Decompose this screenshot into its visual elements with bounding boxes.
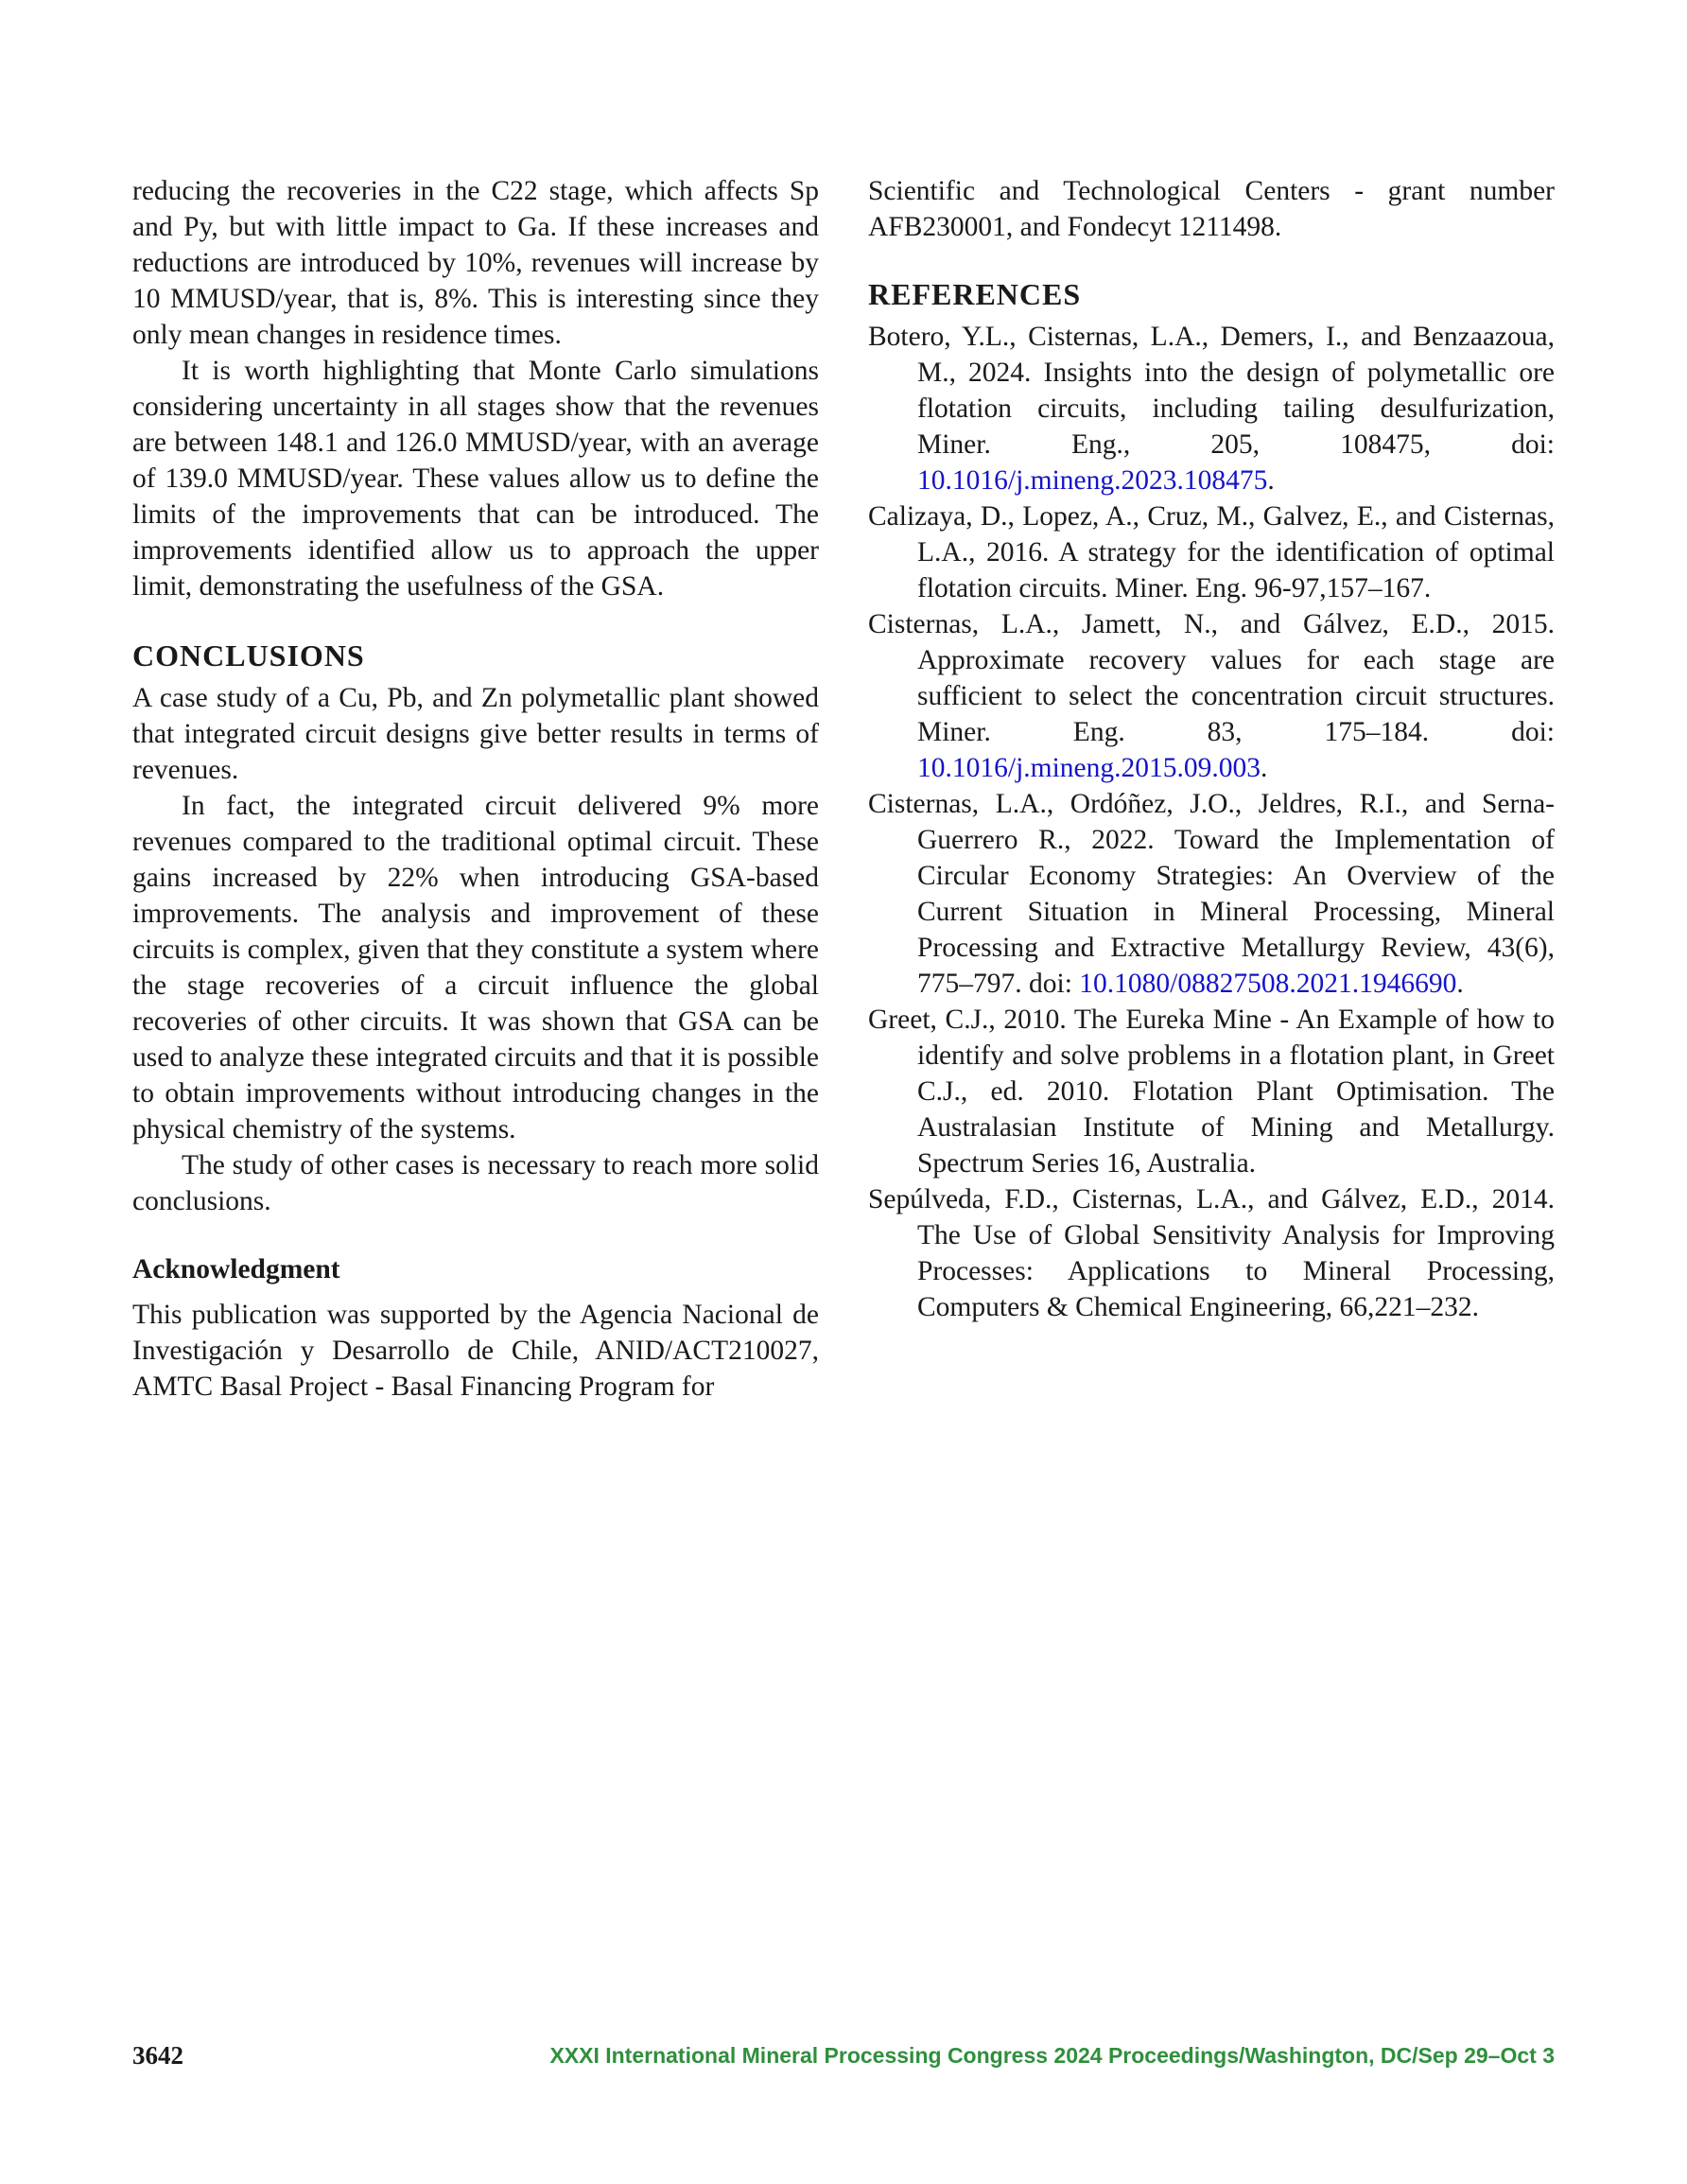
doi-link[interactable]: 10.1016/j.mineng.2015.09.003 xyxy=(917,753,1261,783)
doi-link[interactable]: 10.1080/08827508.2021.1946690 xyxy=(1079,969,1457,999)
conclusions-paragraph: The study of other cases is necessary to reach more solid conclusions. xyxy=(132,1150,819,1216)
acknowledgment-heading: Acknowledgment xyxy=(132,1254,340,1284)
reference-item xyxy=(868,786,1555,1002)
right-column xyxy=(868,173,1555,1325)
reference-item xyxy=(868,1002,1555,1181)
reference-item xyxy=(868,606,1555,786)
body-paragraph: It is worth highlighting that Monte Carlo simulations considering uncertainty in all stages show that the revenues are between 148.1 and 126.0 MMUSD/year, with an average of 139.0 MMUSD/year. These values allow us to define the limits of the improvements that can be introduced. The improvements identified allow us to approach the upper limit, demonstrating the usefulness of the GSA. xyxy=(132,356,819,602)
references-heading: REFERENCES xyxy=(868,277,1082,311)
reference-tail: . xyxy=(1267,465,1275,496)
running-title: XXXI International Mineral Processing Congress 2024 Proceedings/Washington, DC/Sep 29–Oct 3 xyxy=(549,2043,1555,2068)
reference-item xyxy=(868,498,1555,606)
conclusions-paragraph: In fact, the integrated circuit delivered 9% more revenues compared to the traditional optimal circuit. These gains increased by 22% when introducing GSA-based improvements. The analysis and improvement of these circuits is complex, given that they constitute a system where the stage recoveries of a circuit influence the global recoveries of other circuits. It was shown that GSA can be used to analyze these integrated circuits and that it is possible to obtain improvements without introducing changes in the physical chemistry of the systems. xyxy=(132,791,819,1144)
acknowledgment-continued: Scientific and Technological Centers - grant number AFB230001, and Fondecyt 1211498. xyxy=(868,176,1555,242)
reference-tail: . xyxy=(1261,753,1268,783)
doi-link[interactable]: 10.1016/j.mineng.2023.108475 xyxy=(917,465,1268,496)
body-paragraph: reducing the recoveries in the C22 stage, which affects Sp and Py, but with little impact to Ga. If these increases and reductions are introduced by 10%, revenues will increase by 10 MMUSD/year, that is, 8%. This is interesting since they only mean changes in residence times. xyxy=(132,176,819,350)
conclusions-heading: CONCLUSIONS xyxy=(132,638,365,673)
reference-item xyxy=(868,319,1555,498)
page-number: 3642 xyxy=(132,2041,183,2070)
reference-text: Greet, C.J., 2010. The Eureka Mine - An Example of how to identify and solve problems in a flotation plant, in Greet C.J., ed. 2010. Flotation Plant Optimisation. The Australasian Institute of Mining and Metallurgy. Spectrum Series 16, Australia. xyxy=(868,1005,1555,1179)
reference-item xyxy=(868,1181,1555,1325)
reference-text: Sepúlveda, F.D., Cisternas, L.A., and Gálvez, E.D., 2014. The Use of Global Sensitivity Analysis for Improving Processes: Applications to Mineral Processing, Computers & Chemical Engineering, 66,221–232. xyxy=(868,1184,1555,1322)
reference-text: Cisternas, L.A., Ordóñez, J.O., Jeldres, R.I., and Serna-Guerrero R., 2022. Toward the Implementation of Circular Economy Strategies: An Overview of the Current Situation in Mineral Processing, Mineral Processing and Extractive Metallurgy Review, 43(6), 775–797. doi: xyxy=(868,789,1555,999)
left-column xyxy=(132,173,819,1405)
reference-text: Calizaya, D., Lopez, A., Cruz, M., Galvez, E., and Cisternas, L.A., 2016. A strategy for the identification of optimal flotation circuits. Miner. Eng. 96-97,157–167. xyxy=(868,501,1555,603)
reference-tail: . xyxy=(1456,969,1464,999)
reference-text: Botero, Y.L., Cisternas, L.A., Demers, I., and Benzaazoua, M., 2024. Insights into the design of polymetallic ore flotation circuits, including tailing desulfurization, Miner. Eng., 205, 108475, doi: xyxy=(868,322,1555,460)
conclusions-paragraph: A case study of a Cu, Pb, and Zn polymetallic plant showed that integrated circuit designs give better results in terms of revenues. xyxy=(132,683,819,785)
page-footer xyxy=(132,2041,1555,2070)
acknowledgment-text: This publication was supported by the Agencia Nacional de Investigación y Desarrollo de Chile, ANID/ACT210027, AMTC Basal Project - Basal Financing Program for xyxy=(132,1300,819,1402)
reference-text: Cisternas, L.A., Jamett, N., and Gálvez, E.D., 2015. Approximate recovery values for each stage are sufficient to select the concentration circuit structures. Miner. Eng. 83, 175–184. doi: xyxy=(868,609,1555,747)
